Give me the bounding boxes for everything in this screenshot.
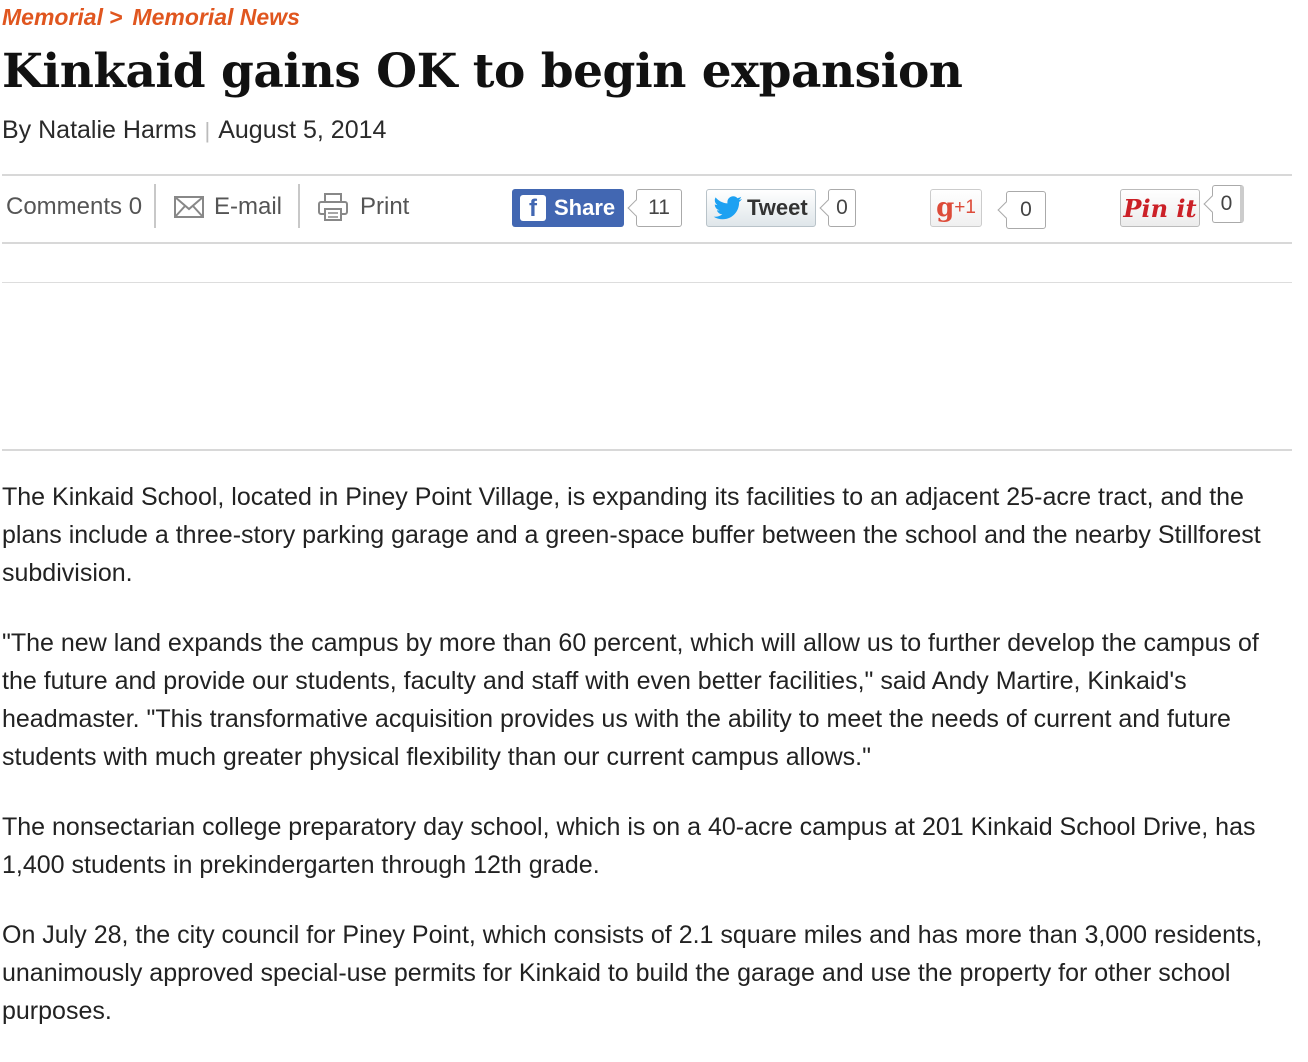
toolbar-divider [298, 184, 300, 228]
facebook-share-label: Share [554, 195, 616, 220]
google-plus-label: +1 [954, 197, 976, 218]
print-label: Print [360, 193, 410, 220]
comments-label: Comments 0 [6, 193, 143, 220]
pinterest-count: 0 [1212, 185, 1244, 223]
pinterest-icon: Pin it [1123, 193, 1197, 223]
byline [2, 116, 386, 145]
email-label: E-mail [214, 193, 283, 220]
facebook-icon: f [520, 195, 546, 221]
email-button[interactable] [174, 184, 282, 230]
google-plus-button[interactable] [930, 189, 982, 227]
breadcrumb-memorial-link[interactable]: Memorial [2, 4, 103, 30]
article-paragraph: "The new land expands the campus by more than 60 percent, which will allow us to further develop the campus of the future and provide our students, faculty and staff with even better facilities," said Andy Martire, Kinkaid's headmaster. "This transformative acquisition provides us with the ability to meet the needs of current and future students with much greater physical flexibility than our current campus allows." [2, 629, 1259, 771]
article-title: Kinkaid gains OK to begin expansion [2, 44, 963, 99]
article-paragraph: The nonsectarian college preparatory day school, which is on a 40-acre campus at 201 Kinkaid School Drive, has 1,400 students in prekindergarten through 12th grade. [2, 813, 1256, 879]
article-paragraph: On July 28, the city council for Piney Point, which consists of 2.1 square miles and has more than 3,000 residents, unanimously approved special-use permits for Kinkaid to build the garage and use the property for other school purposes. [2, 921, 1263, 1025]
pinterest-pin-button[interactable] [1120, 189, 1200, 227]
author-name: By Natalie Harms [2, 116, 197, 144]
breadcrumb-separator: > [108, 4, 123, 30]
tweet-count: 0 [828, 189, 856, 227]
facebook-share-count: 11 [636, 189, 682, 227]
article-paragraph: The Kinkaid School, located in Piney Point Village, is expanding its facilities to an adjacent 25-acre tract, and the plans include a three-story parking garage and a green-space buffer between the school and the nearby Stillforest subdivision. [2, 483, 1261, 587]
publish-date: August 5, 2014 [218, 116, 387, 144]
tweet-label: Tweet [747, 195, 808, 220]
byline-divider: | [204, 118, 211, 143]
tweet-button[interactable] [706, 189, 816, 227]
twitter-bird-icon [713, 196, 743, 220]
article-body [2, 478, 1292, 1062]
breadcrumb [2, 4, 300, 31]
share-toolbar [2, 174, 1292, 244]
ad-placeholder [2, 282, 1292, 451]
facebook-share-button[interactable] [512, 189, 624, 227]
envelope-icon [174, 196, 204, 218]
printer-icon [318, 193, 348, 221]
comments-link[interactable] [6, 184, 142, 230]
google-plus-count: 0 [1006, 191, 1046, 229]
print-button[interactable] [318, 184, 409, 230]
toolbar-divider [154, 184, 156, 228]
google-plus-icon: g [936, 193, 955, 223]
breadcrumb-memorial-news-link[interactable]: Memorial News [132, 4, 300, 30]
